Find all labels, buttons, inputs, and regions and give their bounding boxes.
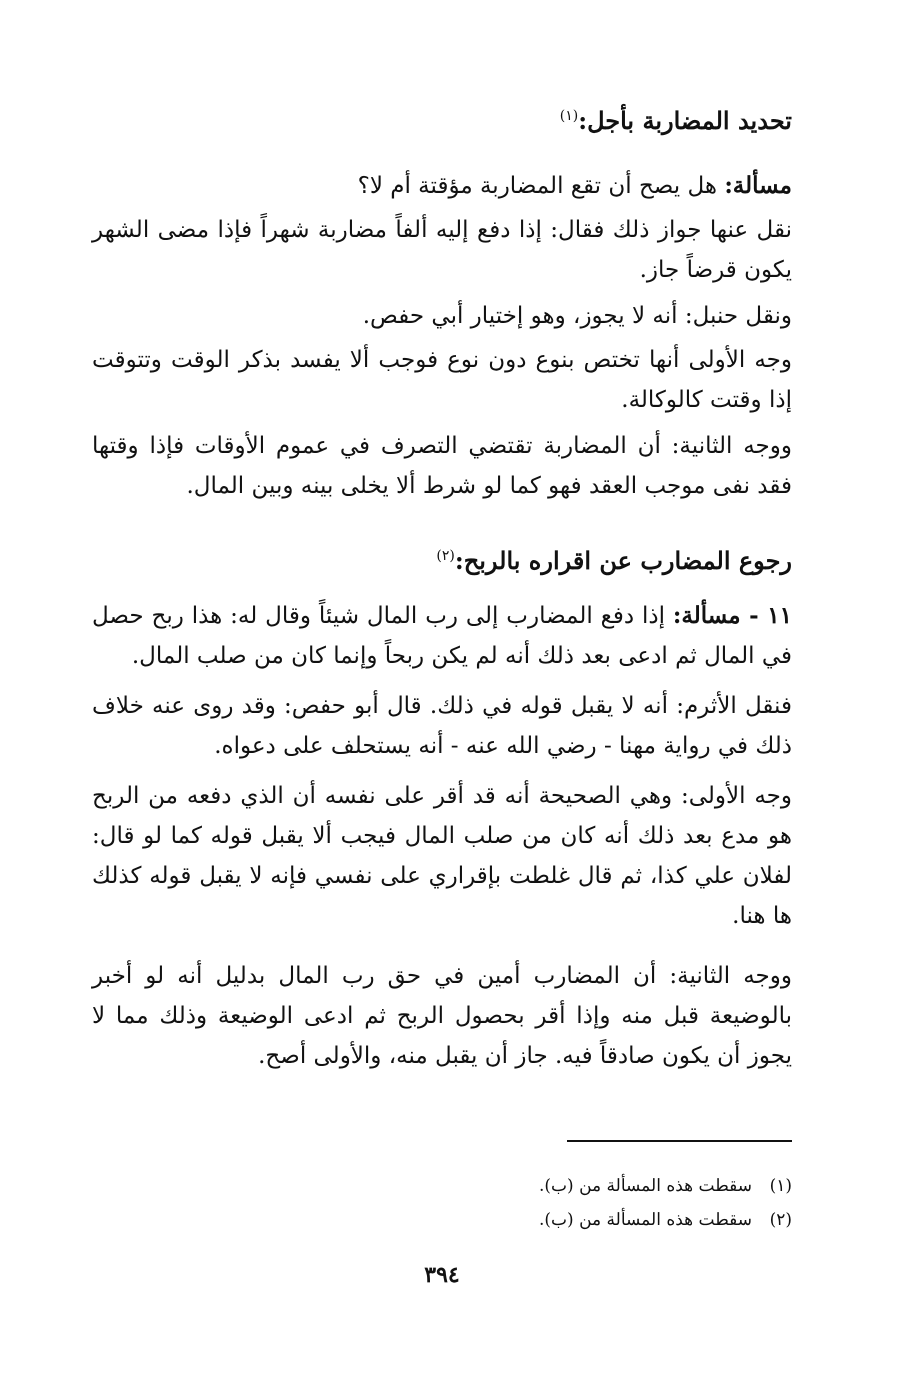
footnote-text: سقطت هذه المسألة من (ب). — [539, 1176, 752, 1196]
book-page — [92, 0, 792, 1375]
paragraph-second-view: ووجه الثانية: أن المضارب أمين في حق رب المال بدليل أنه لو أخبر بالوضيعة قبل منه وإذا أقر بحصول الربح ثم ادعى الوضيعة وذلك مما لا يجوز أن يكون صادقاً فيه. جاز أن يقبل منه، والأولى أصح. — [92, 963, 792, 1069]
footnote-item — [92, 1206, 792, 1234]
question-text: إذا دفع المضارب إلى رب المال شيئاً وقال له: هذا ربح حصل في المال ثم ادعى بعد ذلك أنه لم يكن ربحاً وإنما كان من صلب المال. — [92, 603, 792, 669]
question-text: هل يصح أن تقع المضاربة مؤقتة أم لا؟ — [357, 173, 725, 199]
question-paragraph — [92, 166, 792, 206]
paragraph-transmission-1: نقل عنها جواز ذلك فقال: إذا دفع إليه ألفاً مضاربة شهراً فإذا مضى الشهر يكون قرضاً جاز. — [92, 217, 792, 283]
footnote-number: (١) — [769, 1176, 792, 1196]
footnote-number: (٢) — [769, 1210, 792, 1230]
paragraph-second-view: ووجه الثانية: أن المضاربة تقتضي التصرف في عموم الأوقات فإذا وقتها فقد نفى موجب العقد فهو كما لو شرط ألا يخلى بينه وبين المال. — [92, 433, 792, 499]
footnote-divider — [567, 1140, 792, 1142]
heading-text: رجوع المضارب عن اقراره بالربح: — [454, 546, 792, 575]
paragraph-athram: فنقل الأثرم: أنه لا يقبل قوله في ذلك. قال أبو حفص: وقد روى عنه خلاف ذلك في رواية مهنا - رضي الله عنه - أنه يستحلف على دعواه. — [92, 693, 792, 759]
question-lead: مسألة: — [724, 172, 792, 199]
footnote-ref: (١) — [559, 108, 579, 124]
section-heading-fixed-term — [560, 96, 792, 141]
section-heading-retraction — [436, 536, 792, 581]
paragraph-first-view: وجه الأولى أنها تختص بنوع دون نوع فوجب ألا يفسد بذكر الوقت وتتوقت إذا وقتت كالوكالة. — [92, 347, 792, 413]
footnote-ref: (٢) — [436, 548, 455, 564]
paragraph-transmission-2: ونقل حنبل: أنه لا يجوز، وهو إختيار أبي حفص. — [362, 303, 792, 329]
question-lead: ١١ - مسألة: — [672, 602, 792, 629]
page-number: ٣٩٤ — [424, 1262, 460, 1288]
footnote-text: سقطت هذه المسألة من (ب). — [539, 1210, 752, 1230]
footnote-item — [92, 1172, 792, 1200]
paragraph-first-view: وجه الأولى: وهي الصحيحة أنه قد أقر على نفسه أن الذي دفعه من الربح هو مدع بعد ذلك أنه كان من صلب المال فيجب ألا يقبل قوله كما لو قال: لفلان علي كذا، ثم قال غلطت بإقراري على نفسي فإنه لا يقبل قوله كذلك ها هنا. — [92, 783, 792, 929]
heading-text: تحديد المضاربة بأجل: — [578, 106, 792, 135]
question-paragraph — [92, 596, 792, 676]
